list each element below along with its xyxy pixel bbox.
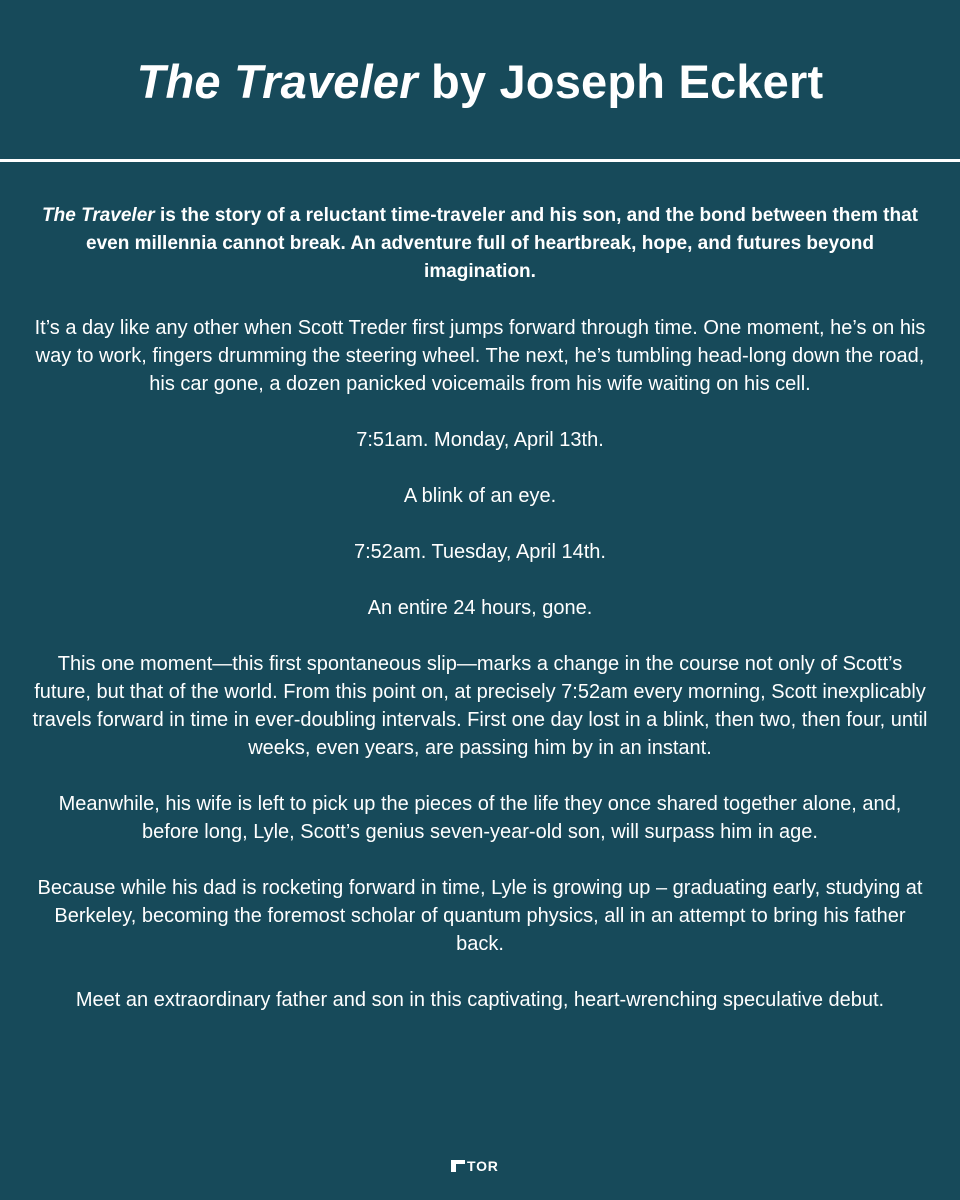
paragraph-2: 7:51am. Monday, April 13th. (356, 429, 604, 451)
header (0, 0, 960, 162)
tor-logo-icon (451, 1159, 465, 1173)
paragraph-5: An entire 24 hours, gone. (367, 597, 593, 619)
paragraph-8: Because while his dad is rocketing forward in time, Lyle is growing up – graduating early, studying at Berkeley, becoming the foremost scholar of quantum physics, all in an attempt to bring his father back. (37, 877, 923, 955)
paragraph-6: This one moment—this first spontaneous slip—marks a change in the course not only of Scott’s future, but that of the world. From this point on, at precisely 7:52am every morning, Scott inexplicably travels forward in time in ever-doubling intervals. First one day lost in a blink, then two, then four, until weeks, even years, are passing him by in an instant. (32, 653, 928, 759)
tor-logo (451, 1156, 499, 1176)
page-title (0, 52, 960, 112)
blurb-paragraph (30, 202, 930, 286)
tor-logo-text: TOR (467, 1158, 499, 1174)
blurb-text: is the story of a reluctant time-traveler and his son, and the bond between them that even millennia cannot break. An adventure full of heartbreak, hope, and futures beyond imagination. (86, 205, 918, 282)
paragraph-4: 7:52am. Tuesday, April 14th. (353, 541, 606, 563)
paragraph-3: A blink of an eye. (403, 485, 557, 507)
description-body (30, 202, 930, 1042)
header-divider (0, 159, 960, 162)
blurb-book-name: The Traveler (42, 205, 155, 226)
title-book-name: The Traveler (136, 55, 418, 108)
paragraph-9: Meet an extraordinary father and son in this captivating, heart-wrenching speculative debut. (75, 989, 885, 1011)
paragraph-7: Meanwhile, his wife is left to pick up the pieces of the life they once shared together alone, and, before long, Lyle, Scott’s genius seven-year-old son, will surpass him in age. (58, 793, 902, 843)
title-author: by Joseph Eckert (417, 55, 824, 108)
paragraph-1: It’s a day like any other when Scott Treder first jumps forward through time. One moment, he’s on his way to work, fingers drumming the steering wheel. The next, he’s tumbling head-long down the road, his car gone, a dozen panicked voicemails from his wife waiting on his cell. (34, 317, 926, 395)
